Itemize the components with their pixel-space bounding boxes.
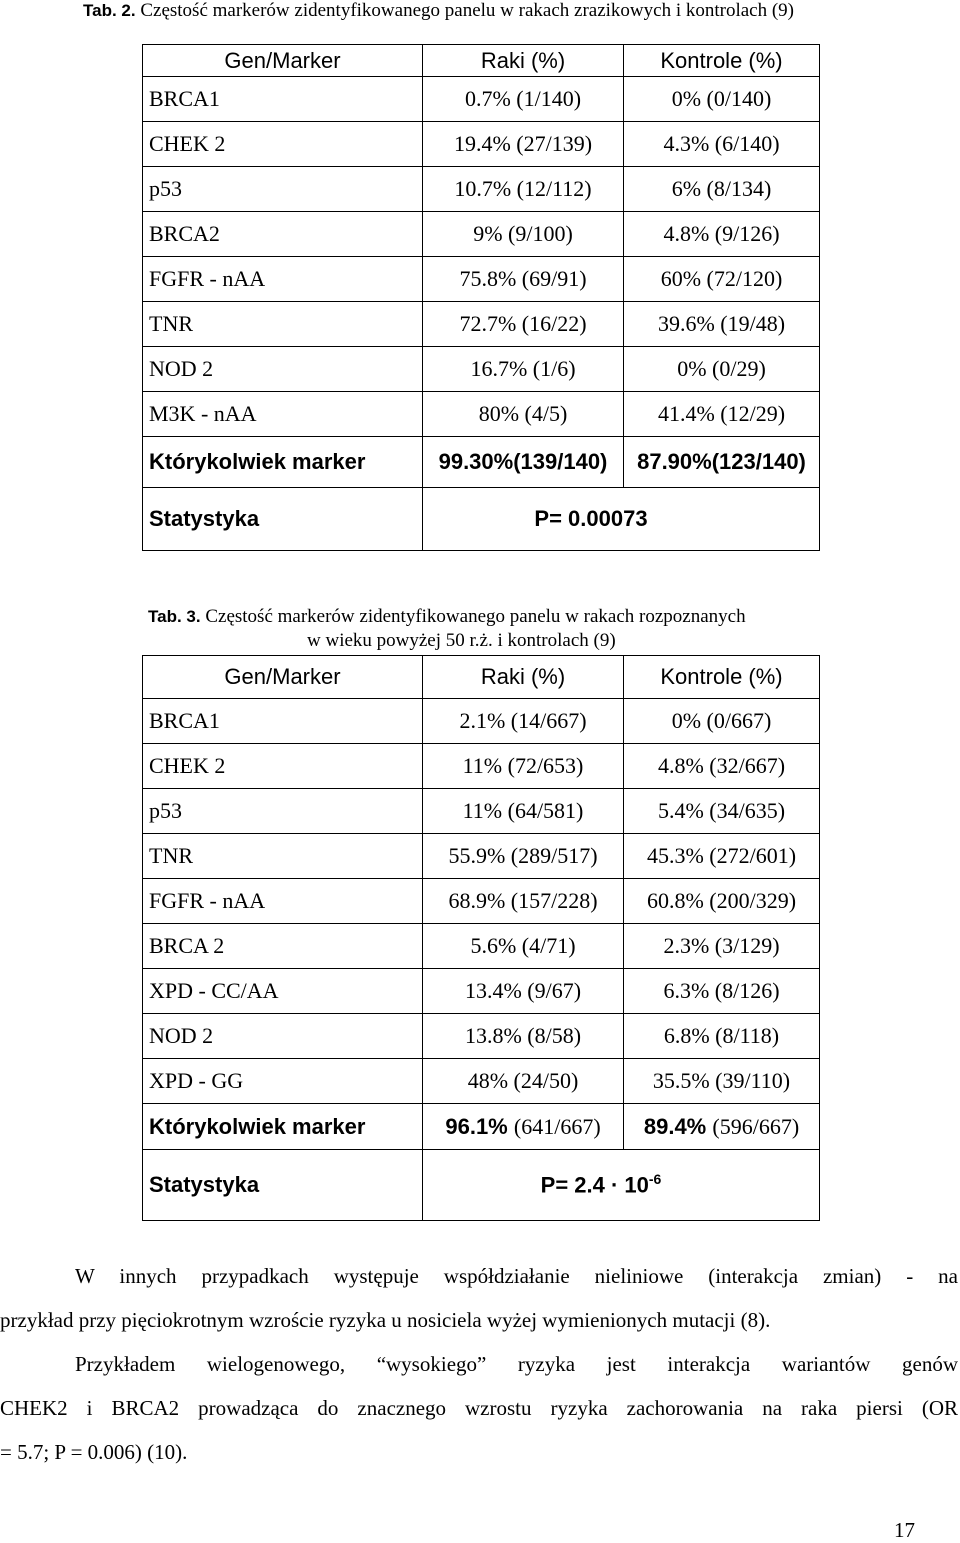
table-header-row xyxy=(143,656,820,699)
control-cell: 5.4% (34/635) xyxy=(624,789,820,834)
paragraph-2-line-1: Przykładem wielogenowego, “wysokiego” ryzyka jest interakcja wariantów genów xyxy=(75,1352,958,1376)
table2-caption xyxy=(83,0,794,22)
header-controls: Kontrole (%) xyxy=(624,45,820,77)
any-marker-row xyxy=(143,437,820,488)
gene-cell: FGFR - nAA xyxy=(143,879,423,924)
table3-caption xyxy=(148,606,746,628)
gene-cell: NOD 2 xyxy=(143,347,423,392)
table3 xyxy=(142,655,820,1221)
header-cancers: Raki (%) xyxy=(423,656,624,699)
any-marker-label: Którykolwiek marker xyxy=(143,437,423,488)
any-marker-cancers: 99.30%(139/140) xyxy=(423,437,624,488)
gene-cell: p53 xyxy=(143,167,423,212)
statistics-label: Statystyka xyxy=(143,1150,423,1221)
cancer-cell: 9% (9/100) xyxy=(423,212,624,257)
cancer-cell: 80% (4/5) xyxy=(423,392,624,437)
control-cell: 35.5% (39/110) xyxy=(624,1059,820,1104)
cancer-cell: 55.9% (289/517) xyxy=(423,834,624,879)
gene-cell: BRCA2 xyxy=(143,212,423,257)
control-cell: 60.8% (200/329) xyxy=(624,879,820,924)
table3-caption-line1: Częstość markerów zidentyfikowanego panelu w rakach rozpoznanych xyxy=(205,606,746,627)
control-cell: 45.3% (272/601) xyxy=(624,834,820,879)
paragraph-2-line-2: CHEK2 i BRCA2 prowadząca do znacznego wzrostu ryzyka zachorowania na raka piersi (OR xyxy=(0,1396,958,1420)
table-row xyxy=(143,257,820,302)
any-marker-cancers xyxy=(423,1104,624,1150)
any-marker-controls: 87.90%(123/140) xyxy=(624,437,820,488)
statistics-row xyxy=(143,488,820,551)
table-row xyxy=(143,77,820,122)
control-cell: 4.8% (32/667) xyxy=(624,744,820,789)
gene-cell: CHEK 2 xyxy=(143,744,423,789)
table-row xyxy=(143,347,820,392)
statistics-value xyxy=(423,1150,820,1221)
paragraph-2-line-3: = 5.7; P = 0.006) (10). xyxy=(0,1440,188,1464)
table-row xyxy=(143,789,820,834)
header-cancers: Raki (%) xyxy=(423,45,624,77)
control-cell: 60% (72/120) xyxy=(624,257,820,302)
cancer-cell: 16.7% (1/6) xyxy=(423,347,624,392)
cancer-cell: 0.7% (1/140) xyxy=(423,77,624,122)
header-gene: Gen/Marker xyxy=(143,656,423,699)
header-controls: Kontrole (%) xyxy=(624,656,820,699)
gene-cell: BRCA 2 xyxy=(143,924,423,969)
any-marker-row xyxy=(143,1104,820,1150)
statistics-value-exponent: -6 xyxy=(648,1171,662,1188)
page-number: 17 xyxy=(894,1518,915,1542)
table-row xyxy=(143,302,820,347)
gene-cell: TNR xyxy=(143,834,423,879)
control-cell: 0% (0/29) xyxy=(624,347,820,392)
control-cell: 0% (0/667) xyxy=(624,699,820,744)
table-row xyxy=(143,879,820,924)
control-cell: 0% (0/140) xyxy=(624,77,820,122)
statistics-label: Statystyka xyxy=(143,488,423,551)
control-cell: 4.8% (9/126) xyxy=(624,212,820,257)
cancer-cell: 10.7% (12/112) xyxy=(423,167,624,212)
any-marker-label: Którykolwiek marker xyxy=(143,1104,423,1150)
table3-caption-label: Tab. 3. xyxy=(148,607,201,626)
table-header-row xyxy=(143,45,820,77)
cancer-cell: 75.8% (69/91) xyxy=(423,257,624,302)
cancer-cell: 19.4% (27/139) xyxy=(423,122,624,167)
cancer-cell: 11% (72/653) xyxy=(423,744,624,789)
control-cell: 2.3% (3/129) xyxy=(624,924,820,969)
cancer-cell: 2.1% (14/667) xyxy=(423,699,624,744)
header-gene: Gen/Marker xyxy=(143,45,423,77)
cancer-cell: 13.8% (8/58) xyxy=(423,1014,624,1059)
control-cell: 39.6% (19/48) xyxy=(624,302,820,347)
control-cell: 6.8% (8/118) xyxy=(624,1014,820,1059)
cancer-cell: 72.7% (16/22) xyxy=(423,302,624,347)
table-row xyxy=(143,744,820,789)
gene-cell: p53 xyxy=(143,789,423,834)
any-marker-controls-pct: 89.4% xyxy=(643,1113,707,1139)
gene-cell: NOD 2 xyxy=(143,1014,423,1059)
control-cell: 41.4% (12/29) xyxy=(624,392,820,437)
statistics-row xyxy=(143,1150,820,1221)
any-marker-cancers-pct: 96.1% xyxy=(445,1113,508,1139)
table-row xyxy=(143,212,820,257)
table-row xyxy=(143,392,820,437)
gene-cell: XPD - GG xyxy=(143,1059,423,1104)
paragraph-1 xyxy=(0,1266,958,1354)
table-row xyxy=(143,122,820,167)
cancer-cell: 68.9% (157/228) xyxy=(423,879,624,924)
control-cell: 6% (8/134) xyxy=(624,167,820,212)
control-cell: 4.3% (6/140) xyxy=(624,122,820,167)
paragraph-1-line-1: W innych przypadkach występuje współdziałanie nieliniowe (interakcja zmian) - na xyxy=(75,1264,958,1288)
statistics-value: P= 0.00073 xyxy=(423,488,820,551)
gene-cell: M3K - nAA xyxy=(143,392,423,437)
paragraph-2 xyxy=(0,1354,958,1486)
any-marker-controls xyxy=(624,1104,820,1150)
cancer-cell: 13.4% (9/67) xyxy=(423,969,624,1014)
table-row xyxy=(143,167,820,212)
gene-cell: XPD - CC/AA xyxy=(143,969,423,1014)
table-row xyxy=(143,924,820,969)
cancer-cell: 48% (24/50) xyxy=(423,1059,624,1104)
any-marker-cancers-frac: (641/667) xyxy=(513,1113,601,1139)
table-row xyxy=(143,1014,820,1059)
table2 xyxy=(142,44,820,551)
any-marker-controls-frac: (596/667) xyxy=(712,1113,800,1139)
table2-caption-label: Tab. 2. xyxy=(83,1,136,20)
table2-caption-text: Częstość markerów zidentyfikowanego panelu w rakach zrazikowych i kontrolach (9) xyxy=(140,0,795,21)
table-row xyxy=(143,834,820,879)
table-row xyxy=(143,1059,820,1104)
gene-cell: BRCA1 xyxy=(143,699,423,744)
cancer-cell: 11% (64/581) xyxy=(423,789,624,834)
gene-cell: BRCA1 xyxy=(143,77,423,122)
gene-cell: TNR xyxy=(143,302,423,347)
gene-cell: CHEK 2 xyxy=(143,122,423,167)
gene-cell: FGFR - nAA xyxy=(143,257,423,302)
statistics-value-prefix: P= 2.4 · 10 xyxy=(540,1172,649,1198)
table3-caption-line2: w wieku powyżej 50 r.ż. i kontrolach (9) xyxy=(307,630,616,651)
table-row xyxy=(143,969,820,1014)
cancer-cell: 5.6% (4/71) xyxy=(423,924,624,969)
table-row xyxy=(143,699,820,744)
control-cell: 6.3% (8/126) xyxy=(624,969,820,1014)
paragraph-1-line-2: przykład przy pięciokrotnym wzroście ryzyka u nosiciela wyżej wymienionych mutacji (8). xyxy=(0,1308,771,1332)
